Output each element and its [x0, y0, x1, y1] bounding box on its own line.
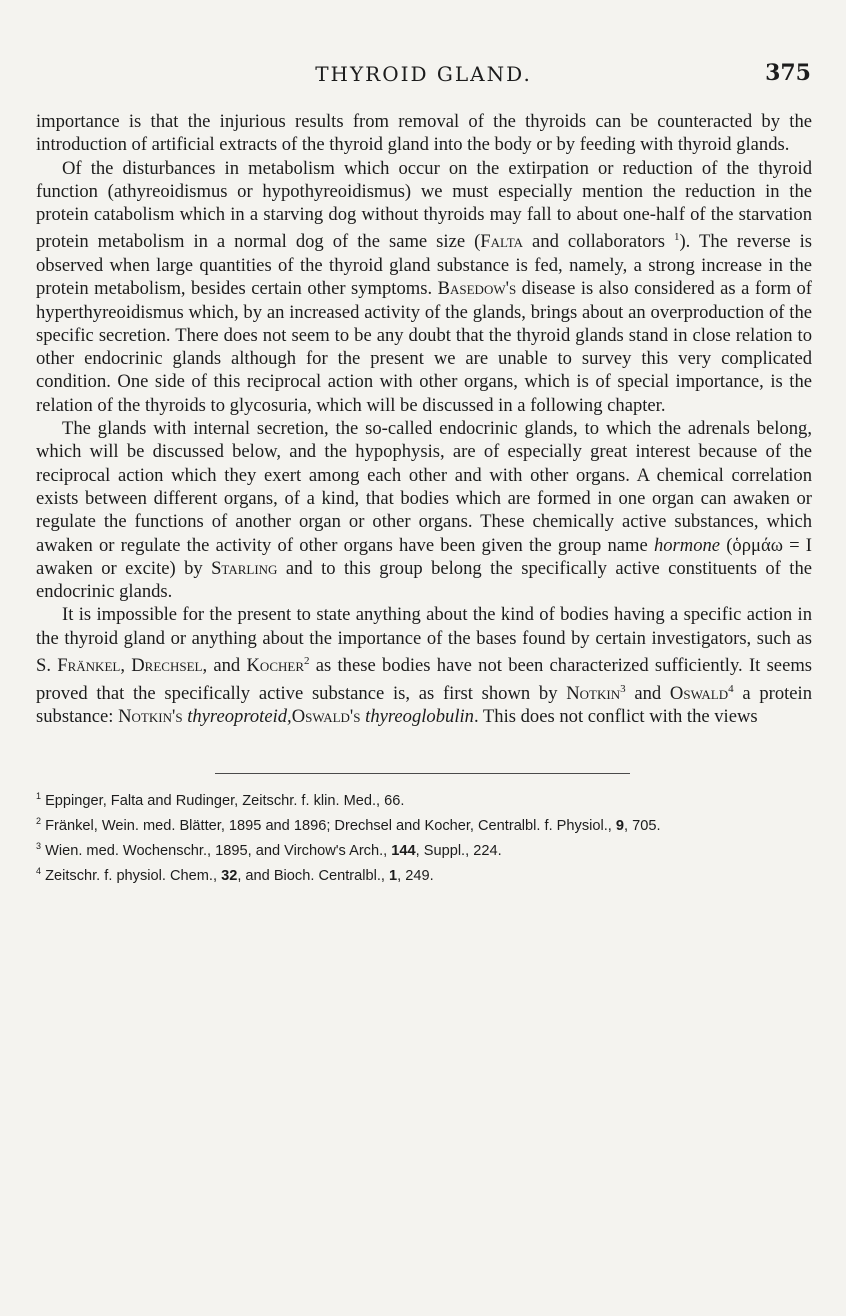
text-run: ). The reverse is observed when large quantities of the thyroid gland substance is fed, namely, a strong increase in the protein metabolism, besides certain other symptoms. [36, 231, 812, 300]
footnote-text: Fränkel, Wein. med. Blätter, 1895 and 1896; Drechsel and Kocher, Centralbl. f. Physiol., [45, 817, 616, 834]
text-run: . This does not conflict with the views [473, 705, 758, 727]
author-name: Basedow's [437, 278, 517, 300]
footnote-text: , Suppl., 224. [415, 842, 502, 859]
volume-number: 1 [389, 867, 398, 884]
paragraph-1 [36, 110, 812, 157]
text-run: as these bodies have not been characterized sufficiently. It seems proved that the specifically active substance is, as first shown by [36, 655, 813, 704]
text-run: and to this group belong the specifically active constituents of the endocrinic glands. [36, 557, 812, 603]
italic-term: hormone [653, 534, 721, 556]
author-name: Oswald's [291, 705, 361, 727]
footnote-ref: 4 [728, 682, 734, 695]
author-name: Kocher [246, 655, 304, 677]
paragraph-2 [36, 157, 812, 417]
author-name: Notkin [566, 682, 621, 704]
text-run: ( [720, 534, 733, 556]
footnote-2 [36, 811, 812, 836]
author-name: Notkin's [118, 705, 183, 727]
footnote-number: 1 [36, 791, 42, 801]
footnote-4 [36, 861, 812, 886]
running-title: THYROID GLAND. [315, 62, 532, 86]
paragraph-4 [36, 603, 812, 728]
footnote-text: , 705. [624, 817, 661, 834]
text-run: = I awaken or excite) by [36, 534, 812, 579]
footnote-text: Wien. med. Wochenschr., 1895, and Virchow's Arch., [45, 842, 392, 859]
italic-term: thyreoglobulin [365, 705, 474, 727]
footnote-text: , 249. [397, 867, 434, 884]
text-run: , [120, 655, 132, 677]
volume-number: 9 [615, 817, 625, 834]
author-name: Drechsel [131, 655, 203, 677]
footnote-number: 4 [36, 865, 42, 876]
footnote-number: 2 [36, 815, 42, 826]
text-run: and [625, 682, 670, 704]
footnotes [36, 786, 812, 885]
footnote-text: Eppinger, Falta and Rudinger, Zeitschr. f. klin. Med., 66. [45, 792, 405, 809]
page-number: 375 [765, 60, 811, 86]
text-run: a protein substance: [36, 682, 813, 727]
footnote-ref: 1 [673, 231, 680, 244]
italic-term: thyreoproteid, [187, 705, 292, 727]
author-name: Oswald [669, 682, 729, 704]
footnote-ref: 2 [304, 655, 310, 668]
footnote-1 [36, 786, 812, 811]
body-text [36, 110, 812, 728]
footnote-divider [215, 773, 630, 774]
footnote-text: , and Bioch. Centralbl., [237, 867, 390, 884]
author-name: Fränkel [57, 655, 121, 677]
footnote-3 [36, 836, 812, 861]
text-run: and collaborators [523, 231, 674, 253]
footnote-text: Zeitschr. f. physiol. Chem., [45, 867, 222, 884]
text-run: Of the disturbances in metabolism which occur on the extirpation or reduction of the thyroid function (athyreoidismus or hypothyreoidismus) we must especially mention the reduction in the protein catabolism which in a starving dog without thyroids may fall to about one-half of the starvation protein metabolism in a normal dog of the same size ( [36, 157, 812, 253]
volume-number: 144 [391, 842, 416, 859]
text-run: , and [202, 655, 247, 677]
text-run: The glands with internal secretion, the so-called endocrinic glands, to which the adrenals belong, which will be discussed below, and the hypophysis, are of especially great interest because of the reciprocal action which they exert among each other and with other organs. A chemical correlation exists between different organs, of a kind, that bodies which are formed in one organ can awaken or regulate the functions of another organ or other organs. These chemically active substances, which awaken or regulate the activity of other organs have been given the group name [36, 418, 812, 556]
author-name: Falta [480, 231, 524, 253]
author-name: Starling [211, 557, 278, 579]
paragraph-3 [36, 417, 812, 603]
footnote-number: 3 [36, 840, 42, 851]
text-run: disease is also considered as a form of hyperthyreoidismus which, by an increased activity of the glands, brings about an overproduction of the specific secretion. There does not seem to be any doubt that the thyroid glands stand in close relation to other endocrinic glands although for the present we are unable to survey this very complicated condition. One side of this reciprocal action with other organs, which is of special importance, is the relation of the thyroids to glycosuria, which will be discussed in a following chapter. [36, 278, 812, 416]
paragraph-1-text: importance is that the injurious results from removal of the thyroids can be counteracted by the introduction of artificial extracts of the thyroid gland into the body or by feeding with thyroid glands. [36, 111, 812, 156]
greek-word: ὁρμάω [732, 534, 783, 556]
volume-number: 32 [221, 867, 238, 884]
text-run: It is impossible for the present to state anything about the kind of bodies having a specific action in the thyroid gland or anything about the importance of the bases found by certain investigators, such as S. [36, 604, 812, 677]
footnote-ref: 3 [620, 682, 626, 695]
running-head [36, 62, 811, 92]
